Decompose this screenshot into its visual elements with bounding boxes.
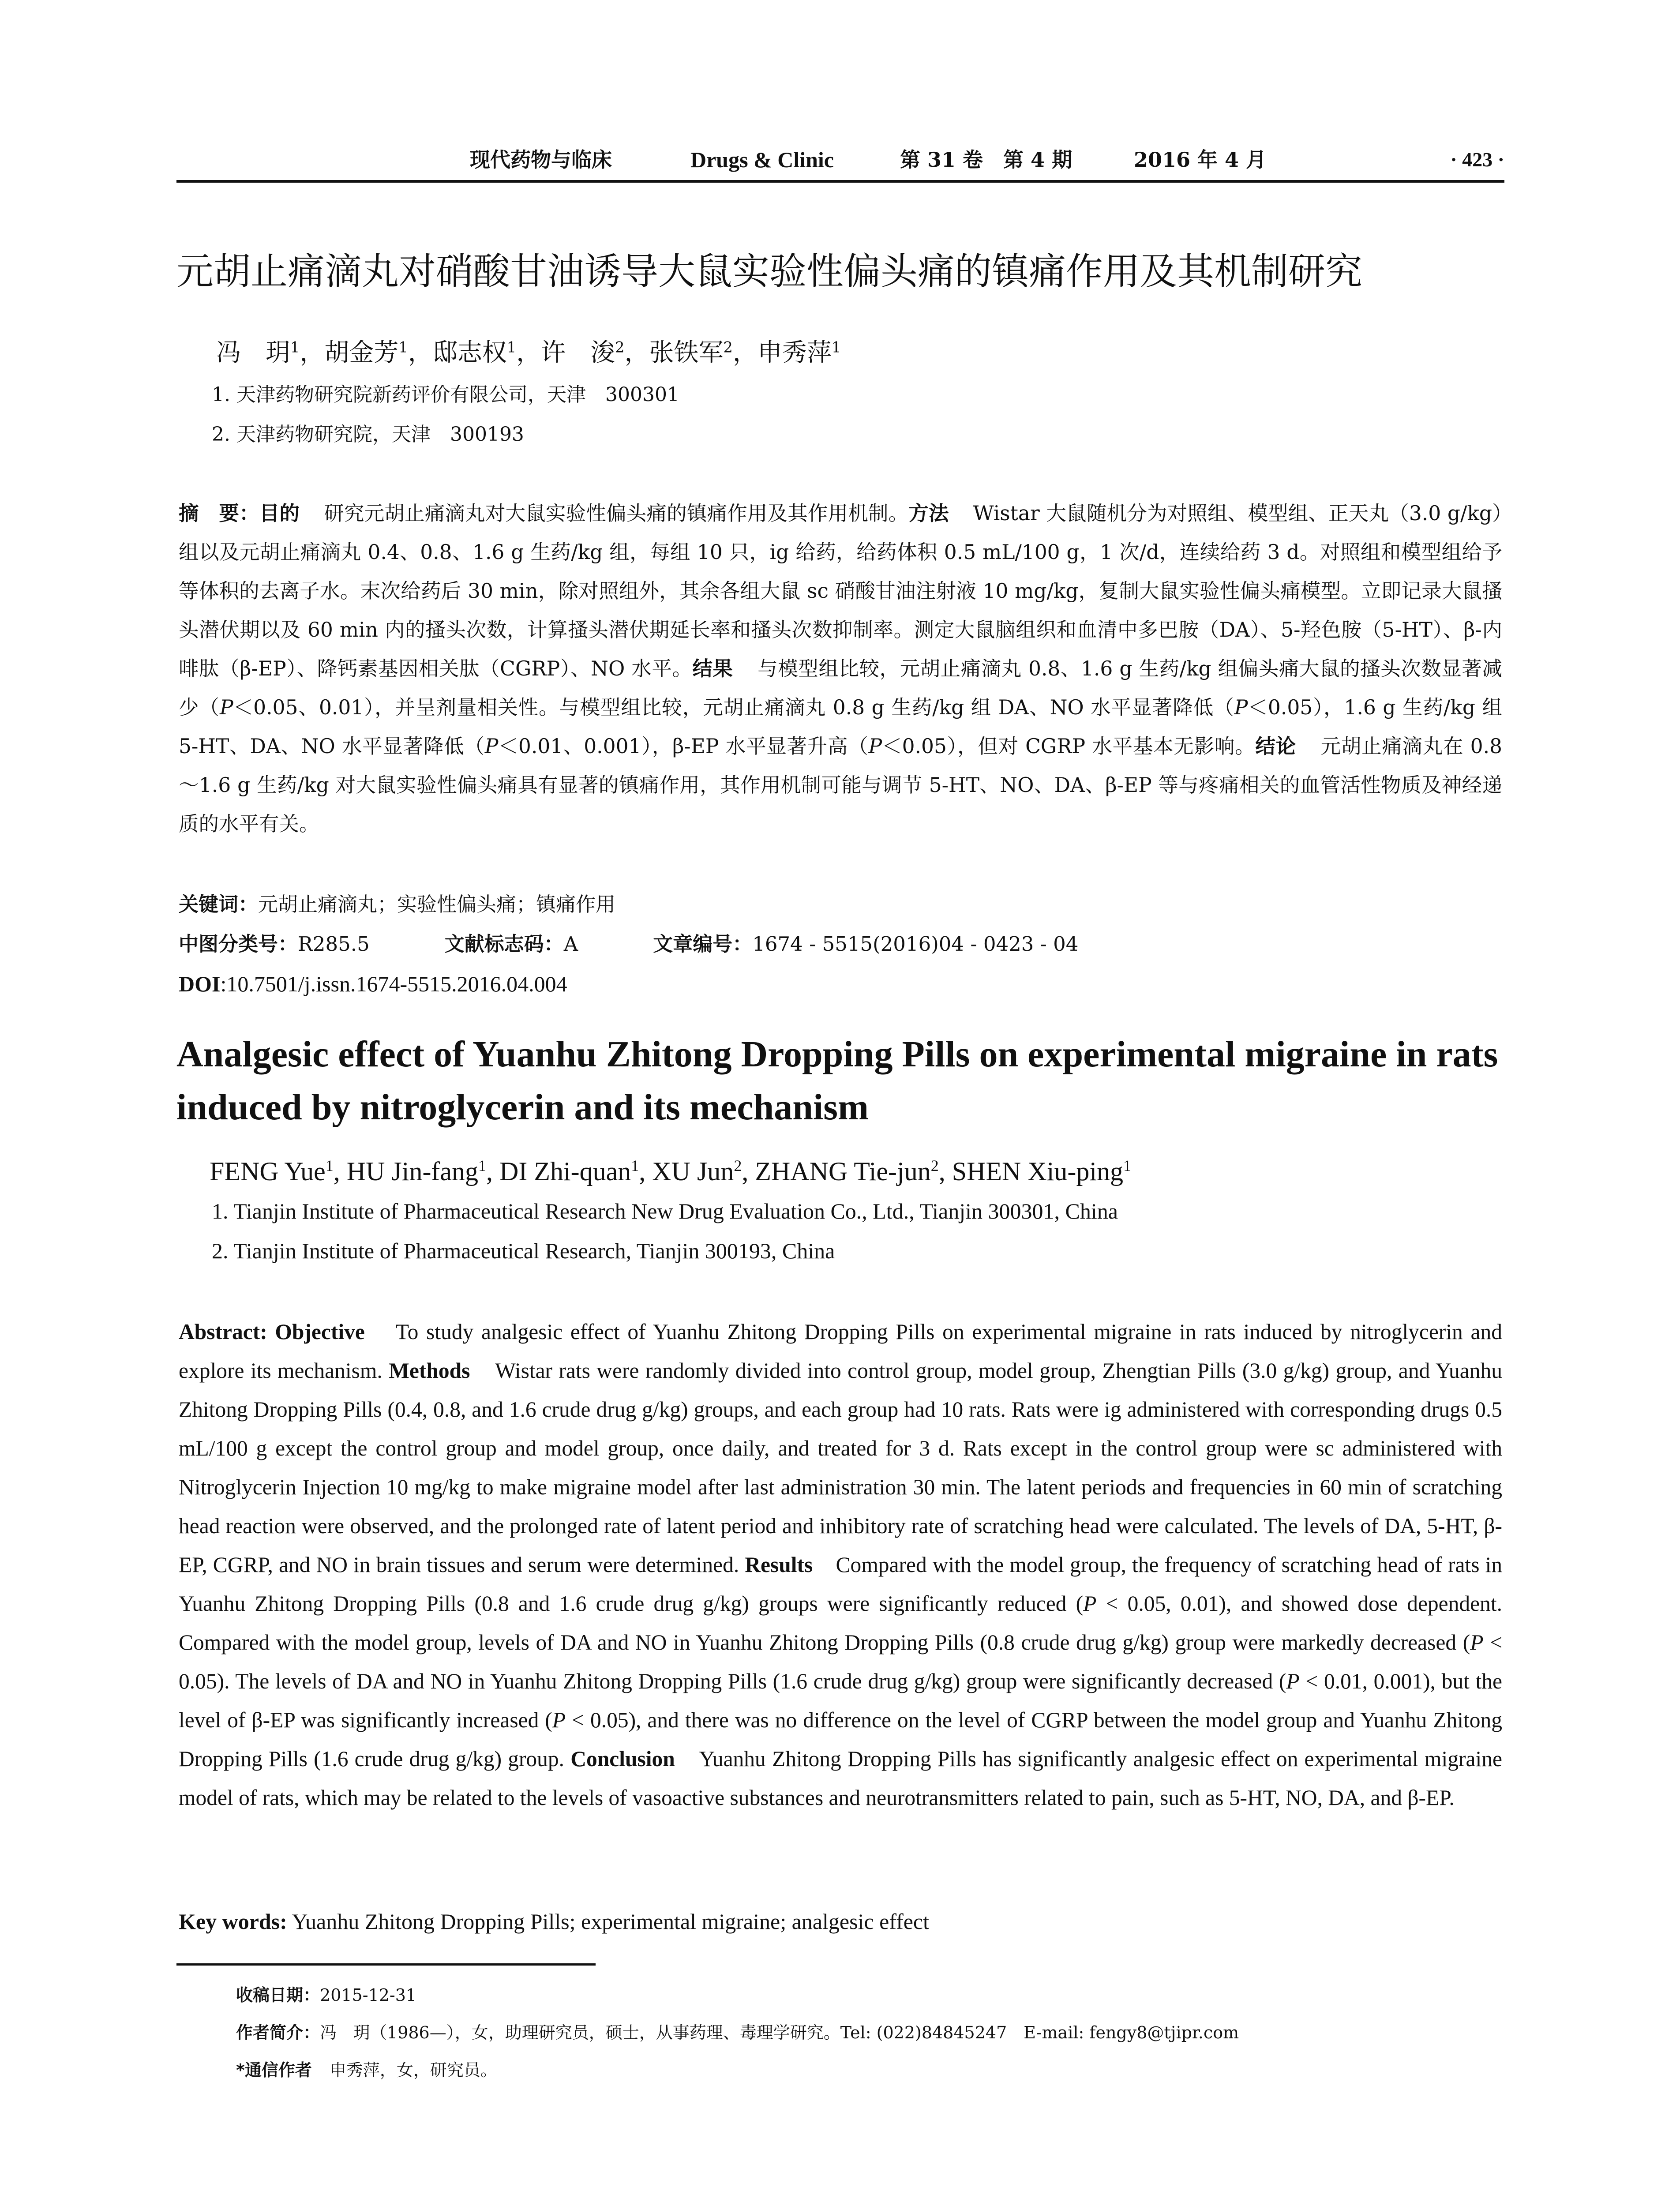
- author-cn: 冯 玥: [216, 338, 290, 367]
- authors-en: FENG Yue$^1$, HU Jin-fang$^1$, DI Zhi-quan$^1$, XU Jun$^2$, ZHANG Tie-jun$^2$, SHEN Xiu-ping$^1$: [210, 1157, 1132, 1186]
- running-header: [176, 139, 1504, 183]
- article-number-value: 1674 - 5515(2016)04 - 0423 - 04: [752, 932, 1079, 956]
- keywords-label: 关键词：: [179, 893, 259, 916]
- results-text: < 0.05), and there was no difference on the level of CGRP between the model group and Yuanhu Zhitong Dropping Pills (1.6 crude drug g/kg) group.: [179, 1708, 1502, 1771]
- conclusion-text: 元胡止痛滴丸在 0.8～1.6 g 生药/kg 对大鼠实验性偏头痛具有显著的镇痛作用，其作用机制可能与调节 5-HT、NO、DA、β-EP 等与疼痛相关的血管活性物质及神经递质的水平有关。: [179, 735, 1502, 836]
- author-bio-label: 作者简介：: [236, 2023, 320, 2042]
- keywords-text: 元胡止痛滴丸；实验性偏头痛；镇痛作用: [258, 893, 616, 916]
- keywords-cn: [179, 887, 615, 922]
- received-date: [236, 1981, 416, 2009]
- results-text: < 0.01, 0.001), but the level of β-EP was significantly increased (: [179, 1669, 1502, 1732]
- p-symbol: P: [220, 696, 233, 719]
- results-label: 结果: [692, 657, 733, 680]
- corresponding-label: *通信作者: [236, 2060, 312, 2080]
- author-en: DI Zhi-quan: [499, 1157, 631, 1186]
- methods-text: Wistar rats were randomly divided into control group, model group, Zhengtian Pills (3.0 g/kg) group, and Yuanhu Zhitong Dropping Pills (0.4, 0.8, and 1.6 crude drug g/kg) groups, and each group had 10 rats. Rats were ig administered with corresponding drugs 0.5 mL/100 g except the control group and model group, once daily, and treated for 3 d. Rats except in the control group were sc administered with Nitroglycerin Injection 10 mg/kg to make migraine model after last administration 30 min. The latent periods and frequencies in 60 min of scratching head reaction were observed, and the prolonged rate of latent period and inhibitory rate of scratching head were calculated. The levels of DA, 5-HT, β-EP, CGRP, and NO in brain tissues and serum were determined.: [179, 1358, 1502, 1577]
- author-aff: 2: [723, 338, 733, 356]
- volume-issue: 第 31 卷 第 4 期: [900, 148, 1072, 172]
- author-aff: 1: [631, 1157, 639, 1174]
- author-aff: 1: [506, 338, 517, 356]
- p-symbol: P: [1286, 1669, 1300, 1693]
- author-cn: 张铁军: [649, 338, 724, 367]
- journal-name-cn: 现代药物与临床: [470, 148, 612, 172]
- author-aff: 2: [930, 1157, 939, 1174]
- article-number-label: 文章编号：: [653, 932, 753, 956]
- title-en: Analgesic effect of Yuanhu Zhitong Dropping Pills on experimental migraine in rats induced by nitroglycerin and its mechanism: [176, 1034, 1498, 1128]
- doc-code-value: A: [563, 932, 578, 956]
- results-text: ＜0.05、0.01），并呈剂量相关性。与模型组比较，元胡止痛滴丸 0.8 g 生药/kg 组 DA、NO 水平显著降低（: [233, 696, 1234, 719]
- p-symbol: P: [552, 1708, 566, 1732]
- footnote-divider: [176, 1963, 596, 1966]
- keywords-label: Key words:: [179, 1909, 287, 1934]
- author-cn: 申秀萍: [757, 338, 832, 367]
- author-cn: 许 浚: [541, 338, 615, 367]
- conclusion-label: 结论: [1255, 735, 1296, 758]
- abstract-label: Abstract:: [179, 1320, 267, 1344]
- results-label: Results: [745, 1553, 813, 1577]
- author-aff: 2: [615, 338, 625, 356]
- author-aff: 1: [290, 338, 300, 356]
- methods-text: Wistar 大鼠随机分为对照组、模型组、正天丸（3.0 g/kg）组以及元胡止痛滴丸 0.4、0.8、1.6 g 生药/kg 组，每组 10 只，ig 给药，给药体积 0.5 mL/100 g，1 次/d，连续给药 3 d。对照组和模型组给予等体积的去离子水。末次给药后 30 min，除对照组外，其余各组大鼠 sc 硝酸甘油注射液 10 mg/kg，复制大鼠实验性偏头痛模型。立即记录大鼠搔头潜伏期以及 60 min 内的搔头次数，计算搔头潜伏期延长率和搔头次数抑制率。测定大鼠脑组织和血清中多巴胺（DA）、5-羟色胺（5-HT）、β-内啡肽（β-EP）、降钙素基因相关肽（CGRP）、NO 水平。: [179, 502, 1502, 680]
- results-text: Compared with the model group, the frequency of scratching head of rats in Yuanhu Zhitong Dropping Pills (0.8 and 1.6 crude drug g/kg) groups were significantly reduced (: [179, 1553, 1503, 1616]
- author-en: FENG Yue: [210, 1157, 326, 1186]
- methods-label: Methods: [389, 1358, 470, 1383]
- keywords-text: Yuanhu Zhitong Dropping Pills; experimental migraine; analgesic effect: [292, 1909, 929, 1934]
- p-symbol: P: [868, 735, 882, 758]
- keywords-en: [179, 1904, 1502, 1939]
- results-text: ＜0.05），但对 CGRP 水平基本无影响。: [882, 735, 1256, 758]
- methods-label: 方法: [908, 502, 949, 525]
- classification-line: [179, 927, 1078, 962]
- clc-label: 中图分类号：: [179, 932, 298, 956]
- author-en: HU Jin-fang: [346, 1157, 479, 1186]
- received-value: 2015-12-31: [320, 1985, 417, 2005]
- results-text: 与模型组比较，元胡止痛滴丸 0.8、1.6 g 生药/kg 组偏头痛大鼠的搔头次数显著减少（: [179, 657, 1502, 719]
- author-cn: 胡金芳: [324, 338, 399, 367]
- title-cn: 元胡止痛滴丸对硝酸甘油诱导大鼠实验性偏头痛的镇痛作用及其机制研究: [176, 250, 1363, 293]
- author-bio-text: 冯 玥（1986—），女，助理研究员，硕士，从事药理、毒理学研究。Tel: (022)84845247 E-mail: fengy8@tjipr.com: [320, 2023, 1239, 2042]
- author-aff: 1: [398, 338, 408, 356]
- conclusion-label: Conclusion: [570, 1747, 675, 1771]
- p-symbol: P: [1470, 1630, 1484, 1654]
- conclusion-text: Yuanhu Zhitong Dropping Pills has significantly analgesic effect on experimental migraine model of rats, which may be related to the levels of vasoactive substances and neurotransmitters related to pain, such as 5-HT, NO, DA, and β-EP.: [179, 1747, 1502, 1810]
- doc-code-label: 文献标志码：: [444, 932, 564, 956]
- author-aff: 2: [734, 1157, 742, 1174]
- abstract-cn: [179, 494, 1502, 844]
- author-en: SHEN Xiu-ping: [952, 1157, 1124, 1186]
- journal-name-en: Drugs & Clinic: [690, 147, 834, 172]
- results-text: < 0.05, 0.01), and showed dose dependent. Compared with the model group, levels of DA and NO in Yuanhu Zhitong Dropping Pills (0.8 crude drug g/kg) group were markedly decreased (: [179, 1591, 1503, 1654]
- author-en: XU Jun: [652, 1157, 734, 1186]
- author-bio: [236, 2018, 1239, 2047]
- clc-value: R285.5: [298, 932, 370, 956]
- author-aff: 1: [478, 1157, 487, 1174]
- issue-date: 2016 年 4 月: [1134, 148, 1267, 172]
- results-text: ＜0.05），1.6 g 生药/kg 组 5-HT、DA、NO 水平显著降低（: [179, 696, 1502, 758]
- abstract-label: 摘 要：: [179, 502, 259, 525]
- author-aff: 1: [325, 1157, 334, 1174]
- author-aff: 1: [1123, 1157, 1132, 1174]
- p-symbol: P: [1234, 696, 1248, 719]
- received-label: 收稿日期：: [236, 1985, 320, 2005]
- corresponding-author: [236, 2056, 497, 2084]
- results-text: < 0.05). The levels of DA and NO in Yuanhu Zhitong Dropping Pills (1.6 crude drug g/kg) group were significantly decreased (: [179, 1630, 1502, 1693]
- affiliation-cn-2: 2. 天津药物研究院，天津 300193: [212, 423, 524, 446]
- affiliation-en-2: 2. Tianjin Institute of Pharmaceutical Research, Tianjin 300193, China: [212, 1238, 835, 1263]
- results-text: ＜0.01、0.001），β-EP 水平显著升高（: [498, 735, 869, 758]
- author-en: ZHANG Tie-jun: [755, 1157, 931, 1186]
- objective-label: 目的: [259, 502, 300, 525]
- authors-cn: 冯 玥$^1$，胡金芳$^1$，邸志权$^1$，许 浚$^2$，张铁军$^2$，申秀萍$^1$: [216, 338, 841, 367]
- objective-label: Objective: [275, 1320, 365, 1344]
- objective-text: 研究元胡止痛滴丸对大鼠实验性偏头痛的镇痛作用及其作用机制。: [324, 502, 909, 525]
- doi-value: :10.7501/j.issn.1674-5515.2016.04.004: [220, 972, 567, 996]
- author-aff: 1: [831, 338, 841, 356]
- affiliation-cn-1: 1. 天津药物研究院新药评价有限公司，天津 300301: [212, 383, 679, 406]
- abstract-en: [179, 1313, 1502, 1817]
- author-cn: 邸志权: [432, 338, 507, 367]
- objective-text: To study analgesic effect of Yuanhu Zhitong Dropping Pills on experimental migraine in rats induced by nitroglycerin and explore its mechanism.: [179, 1320, 1502, 1383]
- p-symbol: P: [484, 735, 499, 758]
- doi-label: DOI: [179, 972, 221, 996]
- affiliation-en-1: 1. Tianjin Institute of Pharmaceutical Research New Drug Evaluation Co., Ltd., Tianjin 300301, China: [212, 1199, 1118, 1223]
- doi-line: [179, 966, 567, 1002]
- p-symbol: P: [1083, 1591, 1097, 1616]
- corresponding-text: 申秀萍，女，研究员。: [329, 2060, 497, 2080]
- page-number: · 423 ·: [1450, 148, 1504, 171]
